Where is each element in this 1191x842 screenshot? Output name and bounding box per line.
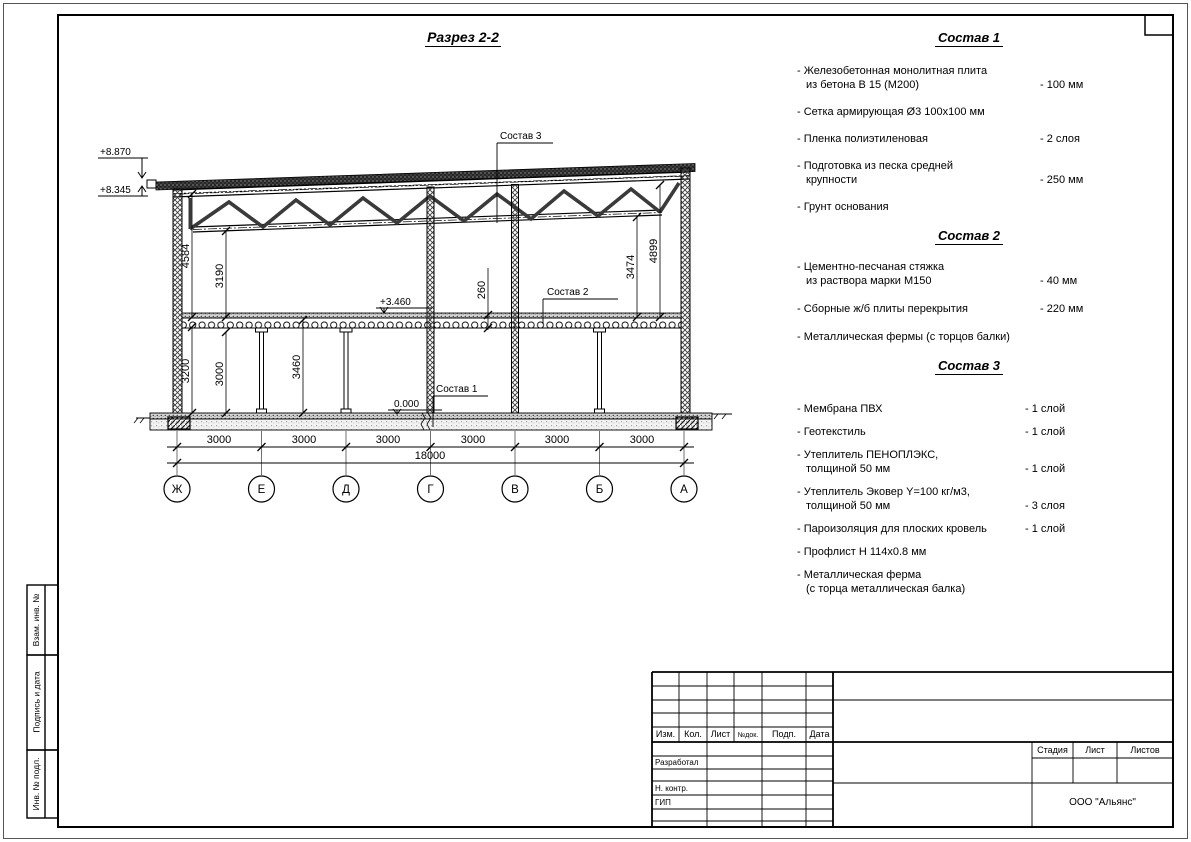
corner-box: [1145, 15, 1173, 35]
tb-row-gip: ГИП: [655, 798, 671, 807]
composition-item-line: толщиной 50 мм: [806, 500, 891, 512]
column-axis-g: [427, 187, 434, 413]
composition-item: [797, 302, 1141, 316]
composition-item-value: - 100 мм: [1040, 79, 1084, 91]
composition-item-value: - 250 мм: [1040, 174, 1084, 186]
section-drawing: [98, 131, 732, 502]
svg-text:3000: 3000: [291, 434, 317, 446]
tb-col-list: Лист: [710, 729, 731, 739]
composition-item-line: - Металлическая фермы (с торцов балки): [797, 331, 1010, 343]
composition-title: Состав 2: [797, 228, 1141, 243]
tb-col-kol: Кол.: [684, 729, 702, 739]
composition-item-line: - Утеплитель Эковер Y=100 кг/м3,: [797, 486, 970, 498]
svg-text:3000: 3000: [375, 434, 401, 446]
tb-sheet: Лист: [1085, 745, 1105, 755]
leader-sostav2: Состав 2: [547, 287, 589, 298]
composition-item-value: - 220 мм: [1040, 303, 1084, 315]
dim-3190: 3190: [214, 263, 226, 289]
dim-260: 260: [476, 280, 488, 300]
composition-items: [797, 260, 1141, 344]
tb-col-data: Дата: [809, 729, 830, 739]
composition-item-value: - 1 слой: [1025, 403, 1066, 415]
composition-section-2: [797, 228, 1141, 358]
elevation-floor1: 0.000: [394, 399, 420, 410]
composition-item: [797, 522, 1141, 536]
composition-item: [797, 159, 1141, 187]
composition-item-line: - Железобетонная монолитная плита: [797, 65, 988, 77]
grid-letter: В: [511, 484, 519, 496]
composition-item-line: - Пленка полиэтиленовая: [797, 133, 928, 145]
composition-item: [797, 200, 1141, 214]
composition-item: [797, 64, 1141, 92]
vertical-dimension-labels: [180, 239, 660, 386]
composition-items: [797, 64, 1141, 214]
composition-item-line: - Профлист Н 114х0.8 мм: [797, 546, 927, 558]
grid-letter: Ж: [171, 484, 183, 496]
tb-stage: Стадия: [1037, 745, 1068, 755]
svg-text:3000: 3000: [460, 434, 486, 446]
composition-item-line: - Металлическая ферма: [797, 569, 922, 581]
leader-sostav1: Состав 1: [436, 384, 478, 395]
drawing-title: Разрез 2-2: [427, 29, 499, 45]
composition-title: Состав 3: [797, 358, 1141, 373]
grid-bubbles: [164, 476, 697, 502]
grid-letter: Е: [257, 484, 266, 496]
composition-item-line: - Цементно-песчаная стяжка: [797, 261, 945, 273]
composition-items: [797, 402, 1141, 596]
composition-item: [797, 105, 1141, 119]
composition-title: Состав 1: [797, 30, 1141, 45]
composition-item: [797, 402, 1141, 416]
composition-item-line: - Грунт основания: [797, 201, 889, 213]
tb-company: ООО "Альянс": [1069, 797, 1136, 808]
grid-letter: Г: [427, 484, 434, 496]
svg-text:3000: 3000: [206, 434, 232, 446]
tb-col-izm: Изм.: [655, 729, 676, 739]
composition-item-line: - Мембрана ПВХ: [797, 403, 883, 415]
leader-sostav3: Состав 3: [500, 131, 542, 142]
dim-3000: 3000: [214, 361, 226, 387]
composition-item-line: - Сборные ж/б плиты перекрытия: [797, 303, 968, 315]
composition-item: [797, 568, 1141, 596]
composition-item-value: - 3 слоя: [1025, 500, 1066, 512]
composition-item-line: - Сетка армирующая Ø3 100х100 мм: [797, 106, 985, 118]
grid-letter: Б: [595, 484, 604, 496]
composition-item-value: - 40 мм: [1040, 275, 1078, 287]
sidebar-label-inv: Инв. № подл.: [31, 757, 41, 811]
composition-item: [797, 545, 1141, 559]
grid-letter: А: [680, 484, 688, 496]
dim-4584: 4584: [180, 243, 192, 269]
composition-item-line: - Пароизоляция для плоских кровель: [797, 523, 987, 535]
sidebar-label-vzam: Взам. инв. №: [31, 593, 41, 647]
composition-item: [797, 330, 1141, 344]
composition-section-3: [797, 358, 1141, 605]
composition-item-value: - 1 слой: [1025, 426, 1066, 438]
tb-sheets: Листов: [1130, 745, 1160, 755]
composition-item: [797, 448, 1141, 476]
roof-layers-band: [156, 164, 695, 191]
composition-item-line: (с торца металлическая балка): [806, 583, 966, 595]
composition-item: [797, 425, 1141, 439]
dim-4899: 4899: [648, 238, 660, 264]
dim-3474: 3474: [625, 254, 637, 280]
svg-text:3000: 3000: [629, 434, 655, 446]
composition-item: [797, 485, 1141, 513]
composition-item-line: из бетона В 15 (М200): [806, 79, 919, 91]
composition-item-value: - 2 слоя: [1040, 133, 1081, 145]
composition-item-line: - Утеплитель ПЕНОПЛЭКС,: [797, 449, 939, 461]
tb-row-razrabotal: Разработал: [655, 758, 699, 767]
tb-col-podp: Подп.: [772, 729, 796, 739]
elevation-marks: [98, 158, 442, 414]
composition-item: [797, 260, 1141, 288]
wall-right: [681, 168, 690, 417]
grid-letter: Д: [342, 484, 350, 496]
composition-item-line: - Подготовка из песка средней: [797, 160, 953, 172]
dim-3200: 3200: [180, 358, 192, 384]
composition-item-line: из раствора марки М150: [806, 275, 932, 287]
elevation-roof-top: +8.870: [100, 147, 131, 158]
total-span-label: 18000: [414, 450, 446, 462]
dim-3460: 3460: [291, 354, 303, 380]
tb-col-ndok: №док.: [737, 732, 759, 739]
composition-item-line: крупности: [806, 174, 858, 186]
elevation-floor2: +3.460: [380, 297, 411, 308]
svg-text:3000: 3000: [544, 434, 570, 446]
composition-item-line: - Геотекстиль: [797, 426, 866, 438]
composition-item: [797, 132, 1141, 146]
composition-item-value: - 1 слой: [1025, 463, 1066, 475]
tb-row-nkontr: Н. контр.: [655, 784, 689, 793]
roof-edge-cap: [147, 180, 156, 188]
column-axis-v: [512, 185, 519, 414]
elevation-roof-edge: +8.345: [100, 185, 131, 196]
composition-item-value: - 1 слой: [1025, 523, 1066, 535]
composition-item-line: толщиной 50 мм: [806, 463, 891, 475]
sidebar-label-podpis: Подпись и дата: [31, 671, 42, 733]
composition-section-1: [797, 30, 1141, 227]
